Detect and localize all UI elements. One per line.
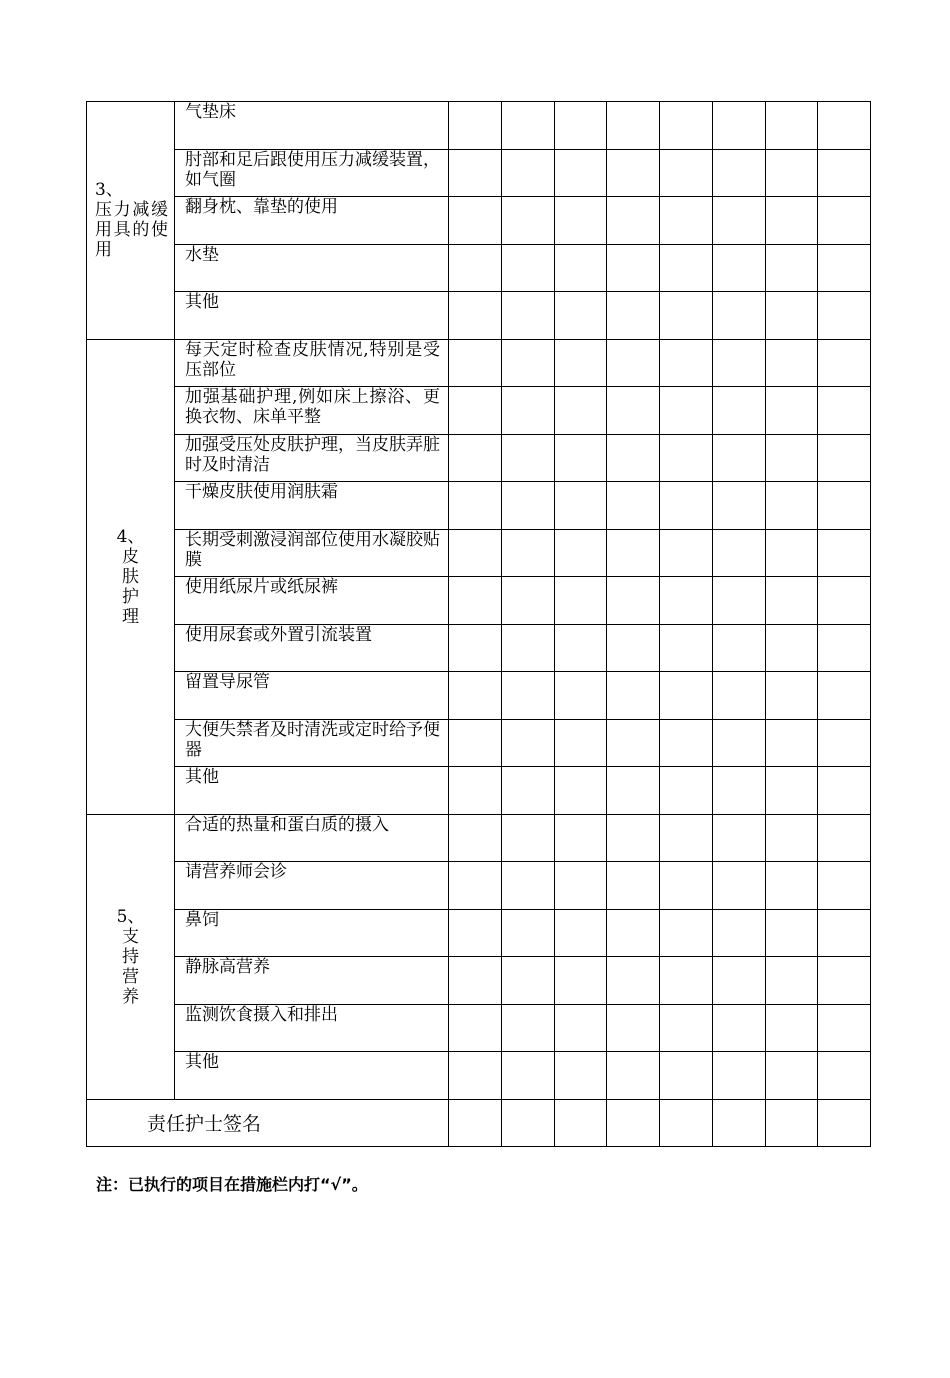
check-cell[interactable] [554, 909, 607, 957]
category-number: 4、 [116, 526, 145, 547]
check-cell[interactable] [765, 387, 818, 435]
table-row [87, 482, 871, 530]
check-cell[interactable] [765, 672, 818, 720]
signature-cell[interactable] [501, 1099, 554, 1147]
check-cell[interactable] [660, 767, 713, 815]
check-cell[interactable] [818, 577, 871, 625]
measure-item: 加强受压处皮肤护理，当皮肤弄脏时及时清洁 [175, 434, 449, 482]
measure-item: 合适的热量和蛋白质的摄入 [175, 814, 449, 862]
check-cell[interactable] [818, 957, 871, 1005]
table-body [87, 102, 871, 1147]
check-cell[interactable] [818, 244, 871, 292]
signature-cell[interactable] [660, 1099, 713, 1147]
table-row [87, 434, 871, 482]
measure-item: 其他 [175, 292, 449, 340]
check-cell[interactable] [501, 767, 554, 815]
table-row [87, 957, 871, 1005]
check-cell[interactable] [712, 909, 765, 957]
measure-item: 肘部和足后跟使用压力减缓装置，如气圈 [175, 149, 449, 197]
measure-item: 静脉高营养 [175, 957, 449, 1005]
table-row [87, 577, 871, 625]
check-cell[interactable] [660, 197, 713, 245]
measure-item: 监测饮食摄入和排出 [175, 1004, 449, 1052]
check-cell[interactable] [449, 767, 502, 815]
check-cell[interactable] [818, 149, 871, 197]
category-number: 3、 [95, 180, 123, 201]
check-cell[interactable] [660, 719, 713, 767]
check-cell[interactable] [607, 102, 660, 150]
check-cell[interactable] [765, 339, 818, 387]
check-cell[interactable] [818, 1004, 871, 1052]
check-cell[interactable] [712, 957, 765, 1005]
category-number: 5、 [116, 906, 145, 927]
check-cell[interactable] [501, 244, 554, 292]
check-cell[interactable] [712, 244, 765, 292]
signature-label: 责任护士签名 [87, 1099, 449, 1147]
check-cell[interactable] [554, 529, 607, 577]
check-cell[interactable] [607, 624, 660, 672]
check-cell[interactable] [765, 862, 818, 910]
measure-item: 长期受刺激浸润部位使用水凝胶贴膜 [175, 529, 449, 577]
table-row [87, 197, 871, 245]
check-cell[interactable] [818, 482, 871, 530]
table-row [87, 767, 871, 815]
check-cell[interactable] [554, 387, 607, 435]
check-cell[interactable] [607, 149, 660, 197]
check-cell[interactable] [818, 909, 871, 957]
check-cell[interactable] [501, 814, 554, 862]
check-cell[interactable] [660, 529, 713, 577]
check-cell[interactable] [501, 862, 554, 910]
check-cell[interactable] [449, 434, 502, 482]
check-cell[interactable] [660, 577, 713, 625]
check-cell[interactable] [449, 292, 502, 340]
check-cell[interactable] [818, 862, 871, 910]
check-cell[interactable] [765, 1052, 818, 1100]
footnote: 注：已执行的项目在措施栏内打“√”。 [96, 1175, 368, 1194]
check-cell[interactable] [501, 197, 554, 245]
check-cell[interactable] [818, 197, 871, 245]
check-cell[interactable] [660, 102, 713, 150]
check-cell[interactable] [818, 339, 871, 387]
measure-item: 使用纸尿片或纸尿裤 [175, 577, 449, 625]
check-cell[interactable] [501, 292, 554, 340]
check-cell[interactable] [818, 814, 871, 862]
check-cell[interactable] [501, 529, 554, 577]
check-cell[interactable] [554, 767, 607, 815]
measure-item: 留置导尿管 [175, 672, 449, 720]
table-row [87, 862, 871, 910]
measure-item: 其他 [175, 767, 449, 815]
table-row [87, 814, 871, 862]
check-cell[interactable] [712, 767, 765, 815]
check-cell[interactable] [765, 957, 818, 1005]
check-cell[interactable] [660, 957, 713, 1005]
check-cell[interactable] [712, 624, 765, 672]
check-cell[interactable] [765, 149, 818, 197]
table-row [87, 624, 871, 672]
check-cell[interactable] [660, 672, 713, 720]
check-cell[interactable] [554, 102, 607, 150]
check-cell[interactable] [660, 149, 713, 197]
check-cell[interactable] [449, 624, 502, 672]
signature-cell[interactable] [607, 1099, 660, 1147]
check-cell[interactable] [712, 434, 765, 482]
check-cell[interactable] [712, 387, 765, 435]
measure-item: 水垫 [175, 244, 449, 292]
check-cell[interactable] [501, 624, 554, 672]
check-cell[interactable] [607, 862, 660, 910]
check-cell[interactable] [765, 529, 818, 577]
table-row [87, 339, 871, 387]
table-row [87, 719, 871, 767]
check-cell[interactable] [712, 149, 765, 197]
category-label: 皮肤护理 [121, 546, 139, 627]
check-cell[interactable] [554, 434, 607, 482]
check-cell[interactable] [660, 482, 713, 530]
check-cell[interactable] [501, 339, 554, 387]
check-cell[interactable] [712, 529, 765, 577]
check-cell[interactable] [818, 292, 871, 340]
check-cell[interactable] [818, 529, 871, 577]
check-cell[interactable] [660, 1052, 713, 1100]
check-cell[interactable] [607, 482, 660, 530]
check-cell[interactable] [607, 577, 660, 625]
check-cell[interactable] [660, 814, 713, 862]
check-cell[interactable] [765, 909, 818, 957]
check-cell[interactable] [501, 434, 554, 482]
check-cell[interactable] [765, 577, 818, 625]
measure-item: 鼻饲 [175, 909, 449, 957]
check-cell[interactable] [765, 767, 818, 815]
check-cell[interactable] [607, 434, 660, 482]
table-row [87, 1052, 871, 1100]
check-cell[interactable] [554, 149, 607, 197]
check-cell[interactable] [660, 292, 713, 340]
signature-row [87, 1099, 871, 1147]
check-cell[interactable] [554, 814, 607, 862]
measure-item: 使用尿套或外置引流装置 [175, 624, 449, 672]
check-cell[interactable] [818, 102, 871, 150]
check-cell[interactable] [501, 1004, 554, 1052]
check-cell[interactable] [765, 102, 818, 150]
check-cell[interactable] [765, 434, 818, 482]
measure-item: 气垫床 [175, 102, 449, 150]
measure-item: 加强基础护理,例如床上擦浴、更换衣物、床单平整 [175, 387, 449, 435]
measure-item: 大便失禁者及时清洗或定时给予便器 [175, 719, 449, 767]
table-row [87, 529, 871, 577]
check-cell[interactable] [554, 1052, 607, 1100]
table-row [87, 1004, 871, 1052]
check-cell[interactable] [818, 387, 871, 435]
check-cell[interactable] [818, 672, 871, 720]
check-cell[interactable] [765, 244, 818, 292]
check-cell[interactable] [501, 482, 554, 530]
check-cell[interactable] [607, 814, 660, 862]
check-cell[interactable] [449, 387, 502, 435]
check-cell[interactable] [660, 1004, 713, 1052]
check-cell[interactable] [554, 292, 607, 340]
check-cell[interactable] [765, 719, 818, 767]
check-cell[interactable] [712, 292, 765, 340]
check-cell[interactable] [449, 339, 502, 387]
check-cell[interactable] [449, 197, 502, 245]
check-cell[interactable] [712, 577, 765, 625]
check-cell[interactable] [607, 957, 660, 1005]
check-cell[interactable] [607, 909, 660, 957]
check-cell[interactable] [712, 102, 765, 150]
category-cell [87, 102, 175, 340]
check-cell[interactable] [501, 672, 554, 720]
care-measures-table [86, 101, 871, 1147]
check-cell[interactable] [449, 719, 502, 767]
check-cell[interactable] [554, 244, 607, 292]
check-cell[interactable] [554, 672, 607, 720]
check-cell[interactable] [501, 149, 554, 197]
check-cell[interactable] [607, 767, 660, 815]
table-row [87, 909, 871, 957]
check-cell[interactable] [501, 1052, 554, 1100]
check-cell[interactable] [449, 529, 502, 577]
check-cell[interactable] [449, 909, 502, 957]
check-cell[interactable] [660, 909, 713, 957]
check-cell[interactable] [712, 719, 765, 767]
table-row [87, 244, 871, 292]
check-cell[interactable] [449, 577, 502, 625]
table-row [87, 672, 871, 720]
signature-cell[interactable] [712, 1099, 765, 1147]
check-cell[interactable] [712, 672, 765, 720]
check-cell[interactable] [818, 434, 871, 482]
check-cell[interactable] [765, 482, 818, 530]
check-cell[interactable] [765, 624, 818, 672]
check-cell[interactable] [660, 244, 713, 292]
check-cell[interactable] [449, 482, 502, 530]
signature-cell[interactable] [765, 1099, 818, 1147]
table-row [87, 102, 871, 150]
check-cell[interactable] [554, 862, 607, 910]
check-cell[interactable] [449, 149, 502, 197]
measure-item: 其他 [175, 1052, 449, 1100]
check-cell[interactable] [712, 1004, 765, 1052]
category-label: 支持营养 [121, 926, 139, 1007]
check-cell[interactable] [607, 1004, 660, 1052]
check-cell[interactable] [660, 862, 713, 910]
table-row [87, 149, 871, 197]
category-cell [87, 339, 175, 814]
check-cell[interactable] [554, 957, 607, 1005]
signature-cell[interactable] [554, 1099, 607, 1147]
check-cell[interactable] [607, 244, 660, 292]
check-cell[interactable] [554, 624, 607, 672]
check-cell[interactable] [607, 292, 660, 340]
category-cell [87, 814, 175, 1099]
check-cell[interactable] [554, 197, 607, 245]
check-cell[interactable] [818, 624, 871, 672]
check-cell[interactable] [660, 339, 713, 387]
check-cell[interactable] [765, 1004, 818, 1052]
check-cell[interactable] [660, 434, 713, 482]
measure-item: 干燥皮肤使用润肤霜 [175, 482, 449, 530]
check-cell[interactable] [449, 102, 502, 150]
check-cell[interactable] [449, 672, 502, 720]
check-cell[interactable] [501, 102, 554, 150]
check-cell[interactable] [449, 1004, 502, 1052]
check-cell[interactable] [818, 767, 871, 815]
check-cell[interactable] [501, 387, 554, 435]
check-cell[interactable] [607, 529, 660, 577]
table-row [87, 292, 871, 340]
measure-item: 请营养师会诊 [175, 862, 449, 910]
check-cell[interactable] [712, 862, 765, 910]
check-cell[interactable] [607, 387, 660, 435]
check-cell[interactable] [449, 244, 502, 292]
check-cell[interactable] [765, 197, 818, 245]
check-cell[interactable] [607, 719, 660, 767]
check-cell[interactable] [765, 814, 818, 862]
check-cell[interactable] [501, 577, 554, 625]
signature-cell[interactable] [449, 1099, 502, 1147]
check-cell[interactable] [554, 339, 607, 387]
check-cell[interactable] [501, 957, 554, 1005]
check-cell[interactable] [660, 387, 713, 435]
check-cell[interactable] [554, 577, 607, 625]
check-cell[interactable] [712, 482, 765, 530]
check-cell[interactable] [501, 909, 554, 957]
measure-item: 翻身枕、靠垫的使用 [175, 197, 449, 245]
check-cell[interactable] [607, 1052, 660, 1100]
check-cell[interactable] [501, 719, 554, 767]
check-cell[interactable] [449, 862, 502, 910]
check-cell[interactable] [554, 1004, 607, 1052]
check-cell[interactable] [660, 624, 713, 672]
check-cell[interactable] [818, 719, 871, 767]
check-cell[interactable] [449, 957, 502, 1005]
check-cell[interactable] [449, 814, 502, 862]
check-cell[interactable] [449, 1052, 502, 1100]
measure-item: 每天定时检查皮肤情况,特别是受压部位 [175, 339, 449, 387]
check-cell[interactable] [818, 1052, 871, 1100]
check-cell[interactable] [607, 339, 660, 387]
signature-cell[interactable] [818, 1099, 871, 1147]
table-row [87, 387, 871, 435]
check-cell[interactable] [712, 197, 765, 245]
check-cell[interactable] [765, 292, 818, 340]
check-cell[interactable] [712, 339, 765, 387]
category-label: 压力减缓用具的使用 [95, 200, 168, 261]
check-cell[interactable] [554, 482, 607, 530]
check-cell[interactable] [712, 1052, 765, 1100]
check-cell[interactable] [554, 719, 607, 767]
check-cell[interactable] [607, 197, 660, 245]
check-cell[interactable] [607, 672, 660, 720]
check-cell[interactable] [712, 814, 765, 862]
